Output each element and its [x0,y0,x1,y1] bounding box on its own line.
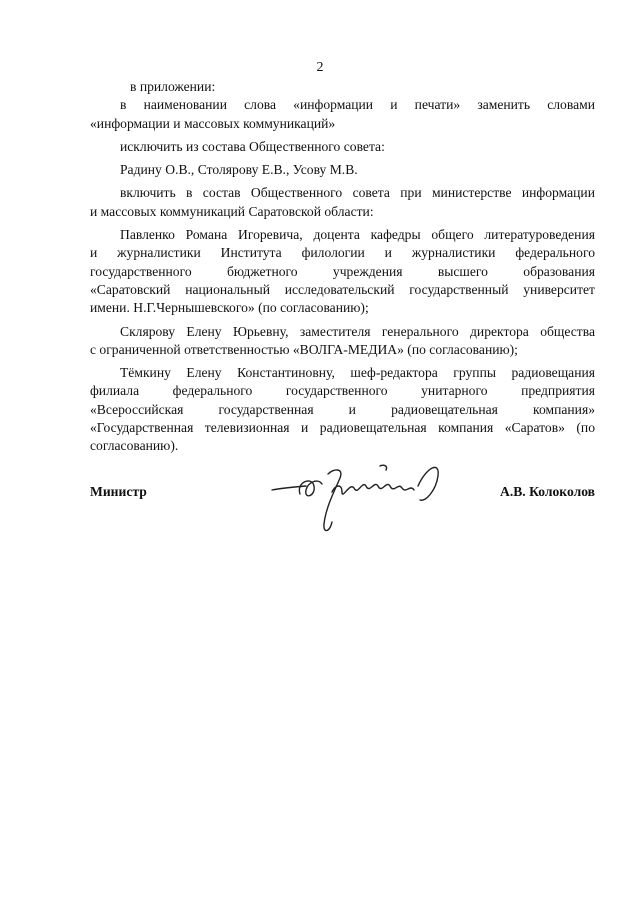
page-number: 2 [316,60,324,75]
signer-name: А.В. Колоколов [500,484,595,499]
paragraph-temkina-line-2: филиала федерального государственного унитарного предприятия [90,383,595,399]
paragraph-rename-line-1: в наименовании слова «информации и печати» заменить словами [120,97,595,113]
paragraph-excluded-names: Радину О.В., Столярову Е.В., Усову М.В. [120,162,358,178]
paragraph-in-appendix: в приложении: [130,79,216,94]
paragraph-sklyarova-line-1: Склярову Елену Юрьевну, заместителя генерального директора общества [120,323,595,339]
paragraph-include-line-2: и массовых коммуникаций Саратовской области: [90,203,374,219]
paragraph-pavlenko-line-4: «Саратовский национальный исследовательский государственный университет [90,281,595,297]
paragraph-exclude: исключить из состава Общественного совета: [120,138,385,154]
paragraph-temkina-line-5: согласованию). [90,438,179,454]
paragraph-pavlenko-line-5: имени. Н.Г.Чернышевского» (по согласованию); [90,300,369,316]
paragraph-pavlenko-line-2: и журналистики Института филологии и журналистики федерального [90,245,595,261]
paragraph-include-line-1: включить в состав Общественного совета при министерстве информации [120,185,595,201]
document-body [90,78,595,456]
handwritten-signature [270,462,470,542]
paragraph-sklyarova-line-2: с ограниченной ответственностью «ВОЛГА-МЕДИА» (по согласованию); [90,341,518,357]
paragraph-pavlenko-line-1: Павленко Романа Игоревича, доцента кафедры общего литературоведения [120,227,595,243]
signer-position: Министр [90,484,147,499]
signature-block [90,480,595,540]
paragraph-temkina-line-1: Тёмкину Елену Константиновну, шеф-редактора группы радиовещания [120,365,595,381]
paragraph-temkina-line-3: «Всероссийская государственная и радиовещательная компания» [90,401,595,417]
paragraph-temkina-line-4: «Государственная телевизионная и радиовещательная компания «Саратов» (по [90,420,595,436]
paragraph-rename-line-2: «информации и массовых коммуникаций» [90,115,336,131]
paragraph-pavlenko-line-3: государственного бюджетного учреждения высшего образования [90,263,595,279]
